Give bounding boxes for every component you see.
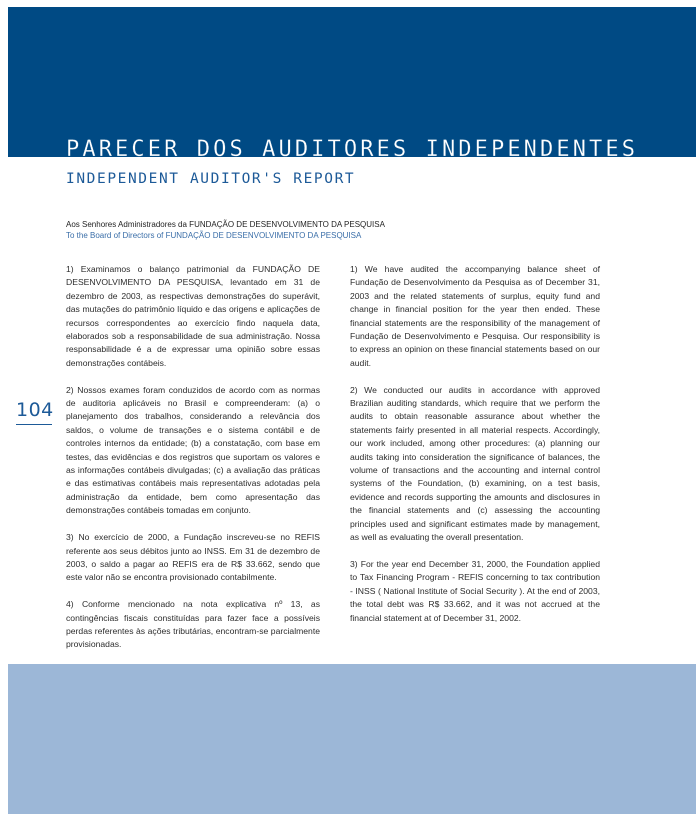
paragraph: 1) We have audited the accompanying balance sheet of Fundação de Desenvolvimento da Pesquisa as of December 31, 2003 and the related statements of surplus, equity fund and change in financial position for the year then ended. These financial statements are the responsibility of the management of Fundação de Desenvolvimento e Pesquisa. Our responsibility is to express an opinion on these financial statements based on our audit.: [350, 264, 600, 368]
right-column-en: [350, 263, 600, 638]
paragraph: 2) We conducted our audits in accordance with approved Brazilian auditing standards, which require that we perform the audits to obtain reasonable assurance about whether the statements fairly presented in all material respects. Accordingly, our work included, among other procedures: (a) planning our audits taking into consideration the significance of balances, the volume of transactions and the accounting and internal control systems of the Foundation, (b) examining, on a test basis, evidence and records supporting the amounts and disclosures in the financial statements and (c) assessing the accounting principles used and significant estimates made by management, as well as evaluating the overall presentation.: [350, 384, 600, 543]
paragraph: 4) Conforme mencionado na nota explicativa nº 13, as contingências fiscais constituídas para fazer face a possíveis perdas referentes às ações tributárias, encontram-se parcialmente provisionadas.: [66, 599, 320, 650]
footer-band: [8, 664, 696, 814]
paragraph: 2) Nossos exames foram conduzidos de acordo com as normas de auditoria aplicáveis no Brasil e compreenderam: (a) o planejamento dos trabalhos, considerando a relevância dos saldos, o volume de transações e o sistema contábil e de controles internos da entidade; (b) a constatação, com base em testes, das evidências e dos registros que suportam os valores e as informações contábeis divulgadas; (c) a avaliação das práticas e das estimativas contábeis mais representativas adotadas pela administração da entidade, bem como apresentação das demonstrações contábeis tomadas em conjunto.: [66, 384, 320, 516]
page-title: PARECER DOS AUDITORES INDEPENDENTES: [66, 137, 639, 162]
paragraph: 3) For the year end December 31, 2000, the Foundation applied to Tax Financing Program - REFIS concerning to tax contribution - INSS ( National Institute of Social Security ). At the end of 2003, the total debt was R$ 33.662, and it was not accrued at the financial statement at of December 31, 2002.: [350, 558, 600, 623]
paragraph: 1) Examinamos o balanço patrimonial da FUNDAÇÃO DE DESENVOLVIMENTO DA PESQUISA, levantado em 31 de dezembro de 2003, as respectivas demonstrações do superávit, das mutações do patrimônio líquido e das origens e aplicações de recursos correspondentes ao exercício findo naquela data, elaborados sob a responsabilidade de sua administração. Nossa responsabilidade é a de expressar uma opinião sobre essas demonstrações contábeis.: [66, 264, 320, 368]
page-subtitle: INDEPENDENT AUDITOR'S REPORT: [66, 171, 356, 187]
page-number: 104: [16, 399, 54, 421]
left-column-pt: [66, 263, 320, 665]
addressee-en: To the Board of Directors of FUNDAÇÃO DE DESENVOLVIMENTO DA PESQUISA: [66, 231, 362, 240]
addressee-pt: Aos Senhores Administradores da FUNDAÇÃO DE DESENVOLVIMENTO DA PESQUISA: [66, 220, 385, 229]
header-band: [8, 7, 696, 157]
page-number-rule: [16, 424, 52, 425]
paragraph: 3) No exercício de 2000, a Fundação inscreveu-se no REFIS referente aos seus débitos junto ao INSS. Em 31 de dezembro de 2003, o saldo a pagar ao REFIS era de R$ 33.662, sendo que este valor não se encontra provisionado contabilmente.: [66, 532, 320, 583]
